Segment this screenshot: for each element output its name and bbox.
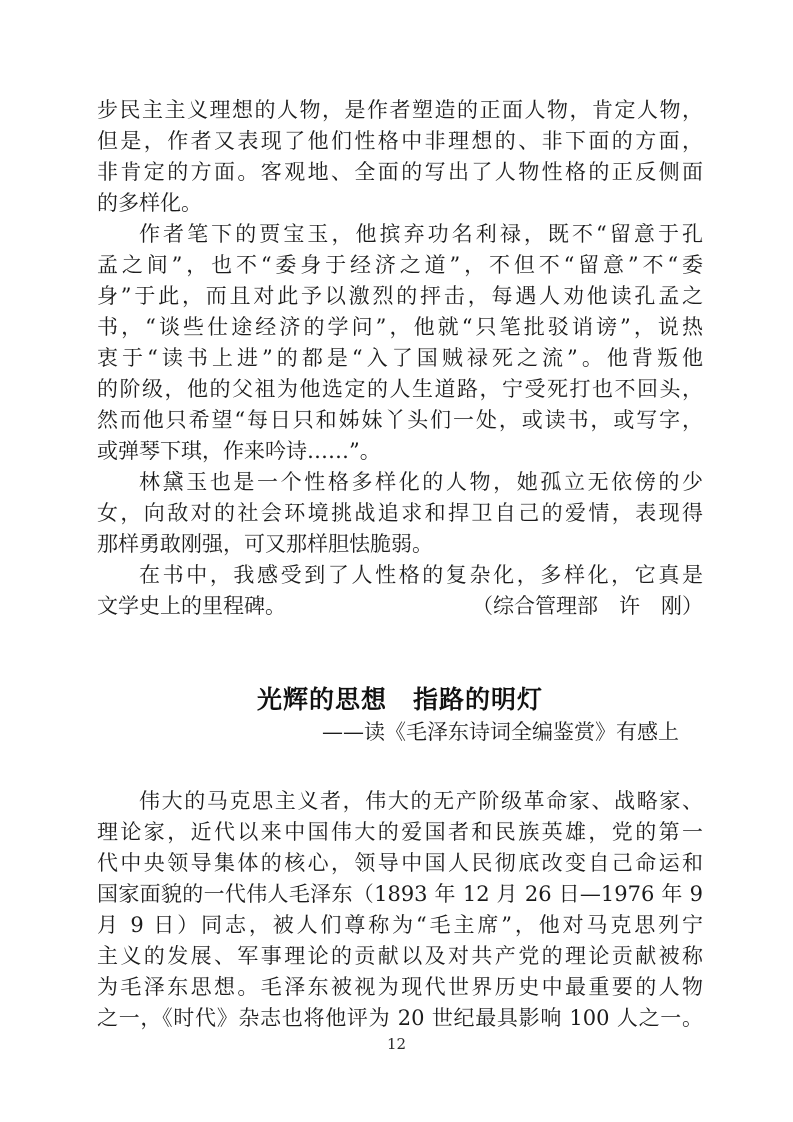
article1-paragraph-1 <box>97 95 703 219</box>
text-line: 国家面貌的一代伟人毛泽东（1893 年 12 月 26 日—1976 年 9 <box>97 882 703 906</box>
article1-paragraph-3 <box>97 467 703 560</box>
text-line: 衷于“读书上进”的都是“入了国贼禄死之流”。他背叛他 <box>97 346 703 370</box>
text-line: 然而他只希望“每日只和姊妹丫头们一处，或读书，或写字， <box>97 408 703 432</box>
text-line: 的阶级，他的父祖为他选定的人生道路，宁受死打也不回头， <box>97 377 703 401</box>
text-line <box>97 591 703 622</box>
text-line: 在书中，我感受到了人性格的复杂化，多样化，它真是 <box>139 563 703 587</box>
article2-title: 光辉的思想 指路的明灯 <box>256 685 543 714</box>
text-line: 非肯定的方面。客观地、全面的写出了人物性格的正反侧面 <box>97 160 703 184</box>
text-line: 步民主主义理想的人物，是作者塑造的正面人物，肯定人物， <box>97 98 703 122</box>
text-line: 身”于此，而且对此予以激烈的抨击，每遇人劝他读孔孟之 <box>97 284 703 308</box>
text-line: 那样勇敢刚强，可又那样胆怯脆弱。 <box>97 532 433 556</box>
text-line: 月 9 日）同志，被人们尊称为“毛主席”，他对马克思列宁 <box>97 913 703 937</box>
page-number: 12 <box>386 1035 407 1053</box>
text-line: 伟大的马克思主义者，伟大的无产阶级革命家、战略家、 <box>139 789 703 813</box>
text-line: 之一，《时代》杂志也将他评为 20 世纪最具影响 100 人之一。 <box>97 1006 703 1030</box>
text-line: 为毛泽东思想。毛泽东被视为现代世界历史中最重要的人物 <box>97 975 703 999</box>
text-line: 的多样化。 <box>97 191 202 215</box>
text-line: 书，“谈些仕途经济的学问”，他就“只笔批驳诮谤”，说热 <box>97 315 703 339</box>
text-column <box>97 95 703 1034</box>
text-line: 林黛玉也是一个性格多样化的人物，她孤立无依傍的少 <box>139 470 703 494</box>
text-line: 主义的发展、军事理论的贡献以及对共产党的理论贡献被称 <box>97 944 703 968</box>
text-line: 女，向敌对的社会环境挑战追求和捍卫自己的爱情，表现得 <box>97 501 703 525</box>
text-line: 代中央领导集体的核心，领导中国人民彻底改变自己命运和 <box>97 851 703 875</box>
article1-paragraph-4 <box>97 560 703 622</box>
text-line: 或弹琴下琪，作来吟诗……”。 <box>97 439 381 463</box>
text-line: 孟之间”，也不“委身于经济之道”，不但不“留意”不“委 <box>97 253 703 277</box>
article2-paragraph-1 <box>97 786 703 1034</box>
closing-sentence: 文学史上的里程碑。 <box>97 594 286 618</box>
text-line: 理论家，近代以来中国伟大的爱国者和民族英雄，党的第一 <box>97 820 703 844</box>
text-line: 作者笔下的贾宝玉，他摈弃功名利禄，既不“留意于孔 <box>139 222 703 246</box>
article2-subtitle: ——读《毛泽东诗词全编鉴赏》有感上 <box>322 720 679 744</box>
article1-paragraph-2 <box>97 219 703 467</box>
text-line: 但是，作者又表现了他们性格中非理想的、非下面的方面， <box>97 129 703 153</box>
author-attribution: （综合管理部 许 刚） <box>472 594 703 618</box>
